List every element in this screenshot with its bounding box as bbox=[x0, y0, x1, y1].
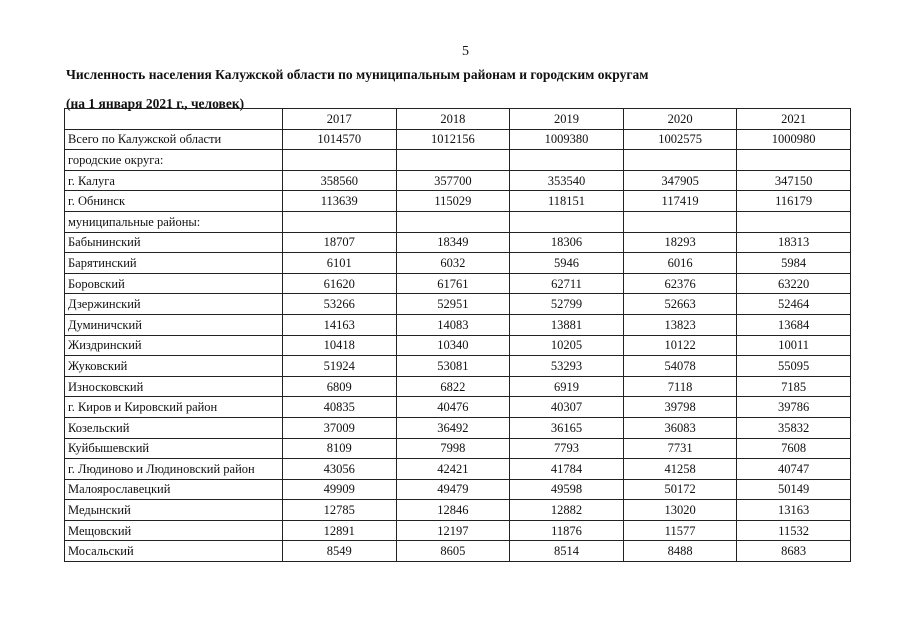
population-value: 11577 bbox=[623, 520, 737, 541]
population-value: 10011 bbox=[737, 335, 851, 356]
population-value: 50172 bbox=[623, 479, 737, 500]
population-value: 10418 bbox=[283, 335, 397, 356]
population-value: 1009380 bbox=[510, 129, 624, 150]
population-value: 52799 bbox=[510, 294, 624, 315]
population-value: 49479 bbox=[396, 479, 510, 500]
population-value: 62711 bbox=[510, 273, 624, 294]
row-label: г. Людиново и Людиновский район bbox=[65, 459, 283, 480]
row-label: Жиздринский bbox=[65, 335, 283, 356]
column-header-year: 2018 bbox=[396, 109, 510, 130]
row-label: Куйбышевский bbox=[65, 438, 283, 459]
population-value: 36165 bbox=[510, 417, 624, 438]
population-value: 13020 bbox=[623, 500, 737, 521]
population-value: 113639 bbox=[283, 191, 397, 212]
population-value: 347150 bbox=[737, 170, 851, 191]
population-value: 8514 bbox=[510, 541, 624, 562]
population-value: 6016 bbox=[623, 253, 737, 274]
population-value: 7731 bbox=[623, 438, 737, 459]
table-row bbox=[65, 170, 851, 191]
row-label: Всего по Калужской области bbox=[65, 129, 283, 150]
population-value: 1000980 bbox=[737, 129, 851, 150]
population-value: 18707 bbox=[283, 232, 397, 253]
row-label: Износковский bbox=[65, 376, 283, 397]
table-row bbox=[65, 294, 851, 315]
population-value: 18313 bbox=[737, 232, 851, 253]
population-value: 13163 bbox=[737, 500, 851, 521]
population-value: 42421 bbox=[396, 459, 510, 480]
population-value: 8549 bbox=[283, 541, 397, 562]
population-value: 55095 bbox=[737, 356, 851, 377]
row-label: Медынский bbox=[65, 500, 283, 521]
population-value: 41784 bbox=[510, 459, 624, 480]
population-value: 358560 bbox=[283, 170, 397, 191]
table-row bbox=[65, 459, 851, 480]
population-value: 54078 bbox=[623, 356, 737, 377]
row-label: г. Калуга bbox=[65, 170, 283, 191]
population-value: 13823 bbox=[623, 314, 737, 335]
population-value: 39786 bbox=[737, 397, 851, 418]
population-value: 8109 bbox=[283, 438, 397, 459]
population-value: 49909 bbox=[283, 479, 397, 500]
population-value: 10340 bbox=[396, 335, 510, 356]
table-row bbox=[65, 129, 851, 150]
population-value bbox=[283, 211, 397, 232]
row-label: Барятинский bbox=[65, 253, 283, 274]
population-value: 61620 bbox=[283, 273, 397, 294]
row-label: Боровский bbox=[65, 273, 283, 294]
population-value: 36083 bbox=[623, 417, 737, 438]
population-value: 53293 bbox=[510, 356, 624, 377]
table-row bbox=[65, 376, 851, 397]
population-value: 6101 bbox=[283, 253, 397, 274]
population-value: 8488 bbox=[623, 541, 737, 562]
population-value: 10205 bbox=[510, 335, 624, 356]
table-row bbox=[65, 541, 851, 562]
table-row bbox=[65, 273, 851, 294]
population-value: 6809 bbox=[283, 376, 397, 397]
population-value: 52464 bbox=[737, 294, 851, 315]
population-value: 40307 bbox=[510, 397, 624, 418]
population-value: 18293 bbox=[623, 232, 737, 253]
population-value: 353540 bbox=[510, 170, 624, 191]
population-value: 11876 bbox=[510, 520, 624, 541]
population-value: 49598 bbox=[510, 479, 624, 500]
table-row bbox=[65, 253, 851, 274]
population-value: 5946 bbox=[510, 253, 624, 274]
population-value: 13881 bbox=[510, 314, 624, 335]
row-label: Дзержинский bbox=[65, 294, 283, 315]
population-value bbox=[396, 211, 510, 232]
table-row bbox=[65, 314, 851, 335]
population-value: 5984 bbox=[737, 253, 851, 274]
population-value: 62376 bbox=[623, 273, 737, 294]
population-value: 117419 bbox=[623, 191, 737, 212]
row-label: г. Киров и Кировский район bbox=[65, 397, 283, 418]
population-value: 37009 bbox=[283, 417, 397, 438]
population-value: 43056 bbox=[283, 459, 397, 480]
row-label: г. Обнинск bbox=[65, 191, 283, 212]
population-value: 6032 bbox=[396, 253, 510, 274]
population-value: 7793 bbox=[510, 438, 624, 459]
population-value: 14163 bbox=[283, 314, 397, 335]
population-value: 10122 bbox=[623, 335, 737, 356]
population-value: 115029 bbox=[396, 191, 510, 212]
population-value: 40747 bbox=[737, 459, 851, 480]
population-value: 8605 bbox=[396, 541, 510, 562]
population-value: 52951 bbox=[396, 294, 510, 315]
document-title: Численность населения Калужской области по муниципальным районам и городским округам bbox=[66, 67, 649, 82]
population-value: 40476 bbox=[396, 397, 510, 418]
table-row bbox=[65, 438, 851, 459]
population-value: 12891 bbox=[283, 520, 397, 541]
column-header-name bbox=[65, 109, 283, 130]
population-value: 118151 bbox=[510, 191, 624, 212]
table-row bbox=[65, 232, 851, 253]
population-value bbox=[623, 150, 737, 171]
population-value: 53266 bbox=[283, 294, 397, 315]
table-row bbox=[65, 191, 851, 212]
population-value bbox=[737, 211, 851, 232]
table-row bbox=[65, 335, 851, 356]
column-header-year: 2019 bbox=[510, 109, 624, 130]
document-subtitle: (на 1 января 2021 г., человек) bbox=[66, 96, 245, 111]
table-row bbox=[65, 520, 851, 541]
population-value: 51924 bbox=[283, 356, 397, 377]
row-label: муниципальные районы: bbox=[65, 211, 283, 232]
population-value: 7608 bbox=[737, 438, 851, 459]
row-label: Малоярославецкий bbox=[65, 479, 283, 500]
population-value bbox=[283, 150, 397, 171]
row-label: Бабынинский bbox=[65, 232, 283, 253]
population-value: 52663 bbox=[623, 294, 737, 315]
population-value: 12785 bbox=[283, 500, 397, 521]
table-row bbox=[65, 500, 851, 521]
page-number: 5 bbox=[462, 44, 469, 59]
row-label: Мещовский bbox=[65, 520, 283, 541]
population-value: 7185 bbox=[737, 376, 851, 397]
population-value: 357700 bbox=[396, 170, 510, 191]
population-value: 35832 bbox=[737, 417, 851, 438]
table-row bbox=[65, 211, 851, 232]
population-value: 39798 bbox=[623, 397, 737, 418]
population-value: 12846 bbox=[396, 500, 510, 521]
population-value bbox=[737, 150, 851, 171]
population-value: 11532 bbox=[737, 520, 851, 541]
population-value: 116179 bbox=[737, 191, 851, 212]
column-header-year: 2020 bbox=[623, 109, 737, 130]
row-label: городские округа: bbox=[65, 150, 283, 171]
column-header-year: 2017 bbox=[283, 109, 397, 130]
table-row bbox=[65, 479, 851, 500]
population-value: 50149 bbox=[737, 479, 851, 500]
population-value: 6822 bbox=[396, 376, 510, 397]
row-label: Мосальский bbox=[65, 541, 283, 562]
table-body bbox=[65, 129, 851, 561]
population-value: 13684 bbox=[737, 314, 851, 335]
population-value: 7998 bbox=[396, 438, 510, 459]
population-value: 1012156 bbox=[396, 129, 510, 150]
table-row bbox=[65, 417, 851, 438]
population-value bbox=[510, 150, 624, 171]
table-header bbox=[65, 109, 851, 130]
population-value: 1002575 bbox=[623, 129, 737, 150]
population-value: 7118 bbox=[623, 376, 737, 397]
population-table bbox=[64, 108, 851, 562]
population-value: 6919 bbox=[510, 376, 624, 397]
row-label: Думиничский bbox=[65, 314, 283, 335]
population-value: 18349 bbox=[396, 232, 510, 253]
population-value: 40835 bbox=[283, 397, 397, 418]
population-value bbox=[510, 211, 624, 232]
population-value: 12882 bbox=[510, 500, 624, 521]
population-value: 347905 bbox=[623, 170, 737, 191]
population-value: 63220 bbox=[737, 273, 851, 294]
population-value: 8683 bbox=[737, 541, 851, 562]
population-value: 1014570 bbox=[283, 129, 397, 150]
population-value: 14083 bbox=[396, 314, 510, 335]
column-header-year: 2021 bbox=[737, 109, 851, 130]
table-row bbox=[65, 356, 851, 377]
population-value: 18306 bbox=[510, 232, 624, 253]
header-row bbox=[65, 109, 851, 130]
population-value: 53081 bbox=[396, 356, 510, 377]
row-label: Жуковский bbox=[65, 356, 283, 377]
population-value: 41258 bbox=[623, 459, 737, 480]
population-value: 61761 bbox=[396, 273, 510, 294]
population-value bbox=[396, 150, 510, 171]
population-value: 12197 bbox=[396, 520, 510, 541]
row-label: Козельский bbox=[65, 417, 283, 438]
population-value: 36492 bbox=[396, 417, 510, 438]
table-row bbox=[65, 397, 851, 418]
table-row bbox=[65, 150, 851, 171]
population-value bbox=[623, 211, 737, 232]
